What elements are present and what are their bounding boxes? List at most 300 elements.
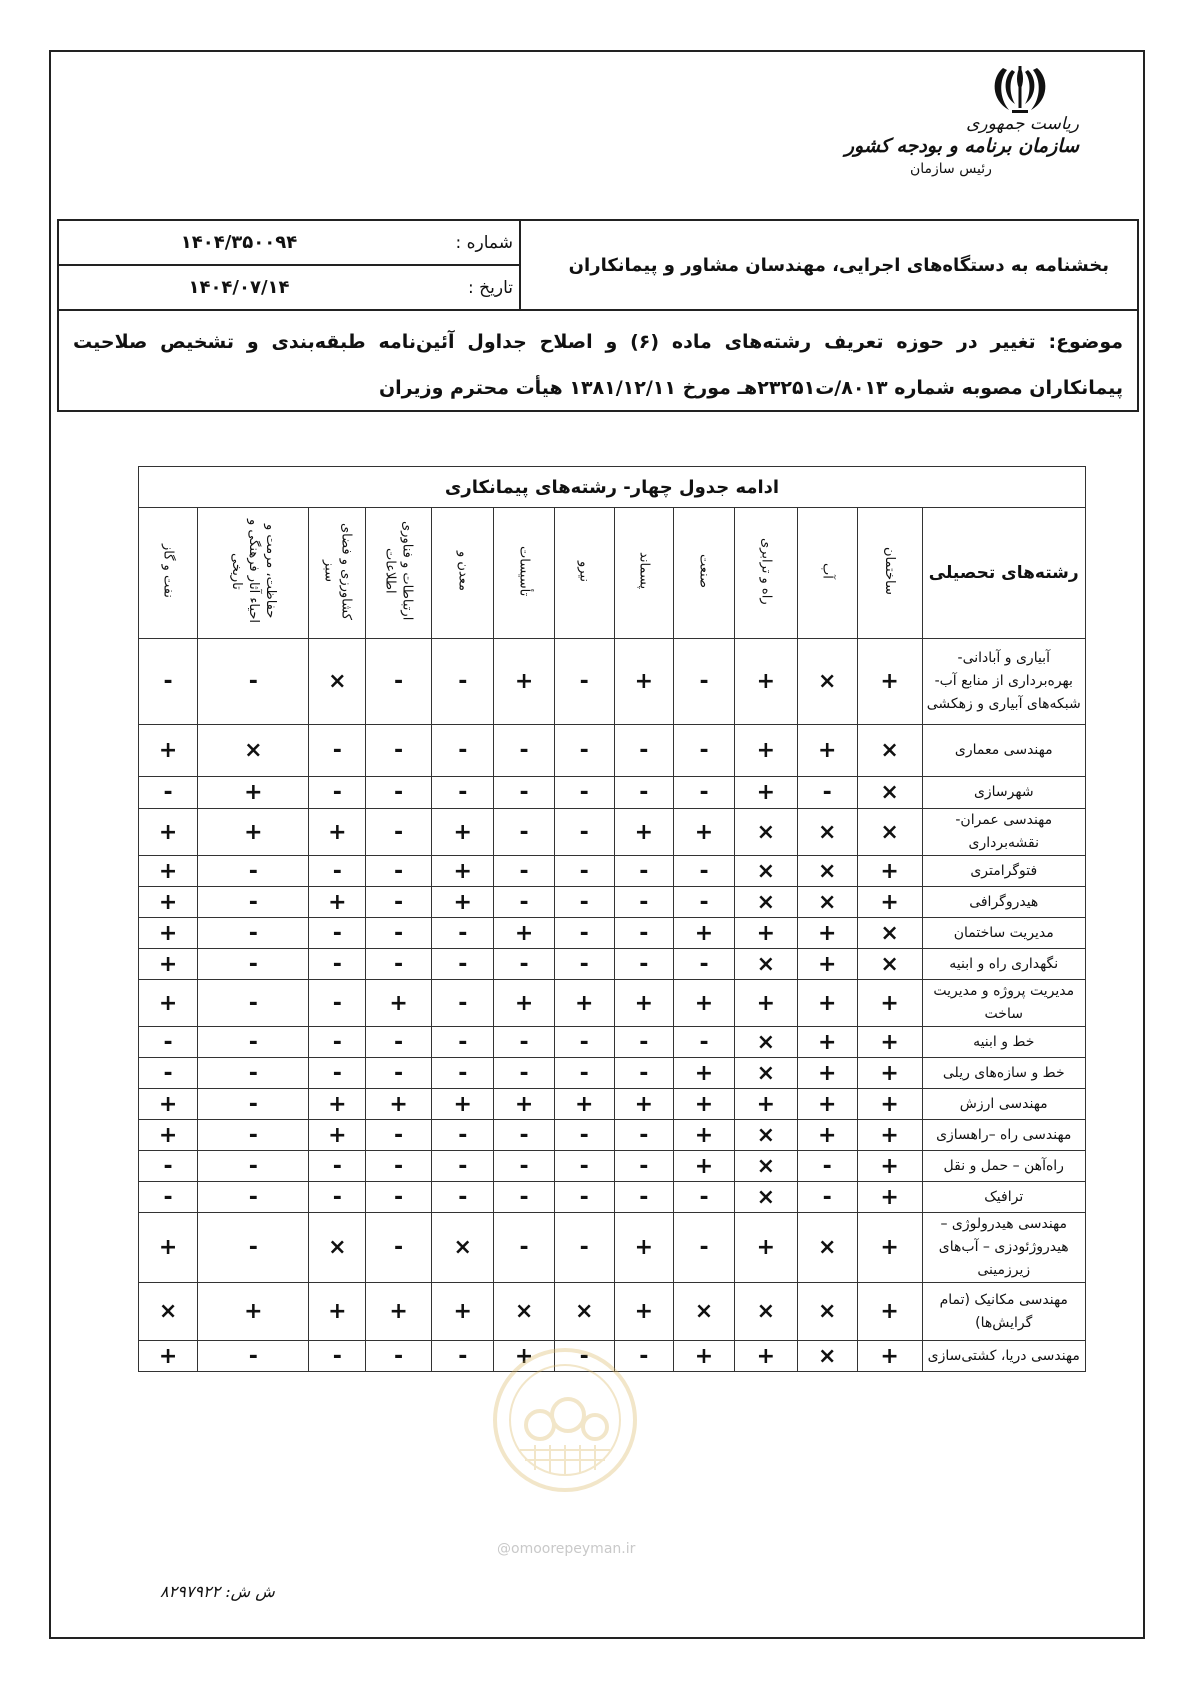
qualification-mark: +: [139, 1089, 198, 1120]
qualification-mark: +: [735, 1341, 797, 1372]
discipline-cell: [922, 809, 1086, 856]
org-line-head: رئیس سازمان: [909, 161, 992, 177]
qualification-mark: -: [614, 1058, 673, 1089]
discipline-name: نگهداری راه و ابنیه: [949, 955, 1059, 972]
table-row: [139, 856, 1086, 887]
number-row: [59, 221, 519, 266]
qualification-mark: -: [366, 949, 432, 980]
qualification-mark: +: [797, 1120, 857, 1151]
discipline-name: راه‌آهن – حمل و نقل: [943, 1157, 1064, 1174]
qualification-mark: +: [797, 1027, 857, 1058]
discipline-name: مدیریت ساختمان: [953, 924, 1054, 941]
discipline-name: هیدروگرافی: [969, 893, 1039, 910]
qualification-mark: -: [554, 639, 614, 725]
qualification-mark: -: [614, 777, 673, 809]
qualification-mark: +: [857, 1213, 922, 1283]
qualification-mark: +: [432, 887, 494, 918]
qualification-mark: -: [797, 777, 857, 809]
qualification-mark: -: [366, 1341, 432, 1372]
qualification-mark: -: [366, 809, 432, 856]
qualification-mark: -: [139, 1058, 198, 1089]
qualification-mark: -: [309, 1151, 366, 1182]
qualification-mark: -: [614, 1120, 673, 1151]
discipline-cell: [922, 1341, 1086, 1372]
discipline-name: بهره‌برداری از منابع آب-: [934, 673, 1073, 689]
contracting-fields-table: [138, 466, 1086, 1372]
discipline-cell: [922, 949, 1086, 980]
qualification-mark: +: [494, 639, 554, 725]
column-header-label: صنعت: [696, 554, 712, 588]
qualification-mark: +: [309, 1089, 366, 1120]
column-header: [797, 508, 857, 639]
discipline-name: ترافیک: [984, 1188, 1024, 1205]
qualification-mark: -: [554, 949, 614, 980]
table-row: [139, 980, 1086, 1027]
discipline-cell: [922, 1058, 1086, 1089]
qualification-mark: +: [614, 1213, 673, 1283]
qualification-mark: +: [366, 1089, 432, 1120]
discipline-name: مهندسی راه –راهسازی: [936, 1126, 1072, 1143]
qualification-mark: ×: [797, 887, 857, 918]
qualification-mark: -: [432, 1341, 494, 1372]
qualification-mark: -: [198, 1089, 309, 1120]
column-header: [139, 508, 198, 639]
discipline-name: مهندسی مکانیک (تمام گرایش‌ها): [939, 1291, 1068, 1331]
qualification-mark: +: [432, 1089, 494, 1120]
qualification-mark: ×: [735, 887, 797, 918]
qualification-mark: -: [366, 725, 432, 777]
column-header: [198, 508, 309, 639]
qualification-mark: -: [139, 1027, 198, 1058]
number-value: ۱۴۰۴/۳۵۰۰۹۴: [180, 232, 298, 253]
circular-text: بخشنامه به دستگاه‌های اجرایی، مهندسان مشاور و پیمانکاران: [568, 254, 1109, 276]
column-header: [673, 508, 734, 639]
discipline-name: مهندسی ارزش: [959, 1095, 1048, 1112]
qualification-mark: ×: [735, 1058, 797, 1089]
qualification-mark: +: [857, 1151, 922, 1182]
letter-header: [57, 219, 1139, 412]
discipline-cell: [922, 856, 1086, 887]
column-header-label: نفت و گاز: [160, 544, 176, 598]
qualification-mark: -: [673, 887, 734, 918]
qualification-mark: -: [366, 1182, 432, 1213]
qualification-mark: -: [198, 1151, 309, 1182]
qualification-mark: ×: [735, 1120, 797, 1151]
discipline-name: مدیریت پروژه و مدیریت ساخت: [933, 983, 1075, 1022]
qualification-mark: ×: [857, 949, 922, 980]
qualification-mark: -: [309, 1341, 366, 1372]
table-row: [139, 1027, 1086, 1058]
date-value: ۱۴۰۴/۰۷/۱۴: [188, 277, 290, 298]
qualification-mark: -: [494, 1058, 554, 1089]
qualification-mark: +: [198, 809, 309, 856]
discipline-cell: [922, 918, 1086, 949]
qualification-mark: -: [366, 1058, 432, 1089]
table-row: [139, 639, 1086, 725]
qualification-mark: +: [494, 1341, 554, 1372]
qualification-mark: +: [139, 887, 198, 918]
discipline-name: خط و سازه‌های ریلی: [942, 1064, 1065, 1081]
qualification-mark: -: [554, 1058, 614, 1089]
qualification-mark: ×: [797, 639, 857, 725]
qualification-mark: -: [366, 918, 432, 949]
qualification-mark: +: [139, 949, 198, 980]
table-row: [139, 777, 1086, 809]
column-header: [857, 508, 922, 639]
qualification-mark: ×: [139, 1283, 198, 1341]
qualification-mark: -: [554, 1182, 614, 1213]
qualification-mark: +: [673, 1341, 734, 1372]
qualification-mark: -: [494, 1151, 554, 1182]
discipline-name: شبکه‌های آبیاری و زهکشی: [926, 696, 1081, 712]
qualification-mark: ×: [735, 949, 797, 980]
column-header: [309, 508, 366, 639]
discipline-name: فتوگرامتری: [970, 862, 1038, 879]
qualification-mark: -: [198, 1058, 309, 1089]
column-header-label: حفاظت، مرمت و احیاء آثار فرهنگی و تاریخی: [228, 519, 278, 623]
qualification-mark: +: [139, 980, 198, 1027]
qualification-mark: ×: [735, 1027, 797, 1058]
qualification-mark: -: [614, 887, 673, 918]
discipline-name: خط و ابنیه: [973, 1033, 1035, 1050]
qualification-mark: +: [797, 725, 857, 777]
qualification-mark: +: [797, 949, 857, 980]
footer-serial: ش ش: ۸۲۹۷۹۲۲: [160, 1582, 275, 1601]
qualification-mark: +: [494, 1089, 554, 1120]
table-row: [139, 1283, 1086, 1341]
subject-text: موضوع: تغییر در حوزه تعریف رشته‌های ماده (۶) و اصلاح جداول آئین‌نامه طبقه‌بندی و تشخیص صلاحیت پیمانکاران مصوبه شماره ۸۰۱۳/ت۲۳۲۵۱هـ مورخ ۱۳۸۱/۱۲/۱۱ هیأت محترم وزیران: [73, 331, 1123, 399]
table-row: [139, 1089, 1086, 1120]
qualification-mark: -: [139, 1151, 198, 1182]
qualification-mark: +: [494, 918, 554, 949]
qualification-mark: -: [673, 725, 734, 777]
qualification-mark: ×: [309, 639, 366, 725]
table-row: [139, 1151, 1086, 1182]
qualification-mark: -: [198, 1213, 309, 1283]
qualification-mark: +: [198, 1283, 309, 1341]
qualification-mark: +: [432, 856, 494, 887]
qualification-mark: ×: [735, 1151, 797, 1182]
discipline-cell: [922, 639, 1086, 725]
qualification-mark: -: [554, 1151, 614, 1182]
letter-meta: [59, 221, 519, 309]
qualification-mark: -: [673, 856, 734, 887]
qualification-mark: -: [198, 980, 309, 1027]
qualification-mark: -: [139, 1182, 198, 1213]
header-top-row: [59, 221, 1137, 311]
qualification-mark: +: [614, 980, 673, 1027]
watermark-site: @omoorepeyman.ir: [497, 1541, 636, 1557]
qualification-mark: -: [797, 1151, 857, 1182]
qualification-mark: -: [432, 1182, 494, 1213]
org-line-presidency: ریاست جمهوری: [966, 114, 1079, 134]
qualification-mark: ×: [797, 1283, 857, 1341]
qualification-mark: ×: [198, 725, 309, 777]
qualification-mark: -: [198, 949, 309, 980]
qualification-mark: -: [198, 1027, 309, 1058]
qualification-mark: +: [309, 887, 366, 918]
qualification-mark: +: [797, 918, 857, 949]
qualification-mark: -: [309, 1182, 366, 1213]
qualification-mark: +: [857, 1120, 922, 1151]
discipline-name: مهندسی عمران- نقشه‌برداری: [955, 812, 1053, 851]
qualification-mark: -: [198, 639, 309, 725]
qualification-mark: +: [139, 856, 198, 887]
circular-recipients: [519, 221, 1137, 309]
qualification-mark: ×: [857, 918, 922, 949]
qualification-mark: +: [198, 777, 309, 809]
qualification-mark: +: [554, 980, 614, 1027]
qualification-mark: +: [673, 980, 734, 1027]
qualification-mark: -: [614, 1182, 673, 1213]
qualification-mark: -: [309, 949, 366, 980]
qualification-mark: +: [494, 980, 554, 1027]
qualification-mark: -: [309, 1027, 366, 1058]
qualification-mark: +: [673, 918, 734, 949]
qualification-mark: +: [432, 809, 494, 856]
qualification-mark: +: [673, 1151, 734, 1182]
qualification-mark: -: [614, 1341, 673, 1372]
qualification-mark: -: [432, 777, 494, 809]
qualification-mark: -: [198, 856, 309, 887]
qualification-mark: ×: [857, 777, 922, 809]
table-row: [139, 809, 1086, 856]
qualification-mark: -: [494, 725, 554, 777]
qualification-mark: +: [309, 1283, 366, 1341]
qualification-mark: ×: [735, 809, 797, 856]
qualification-mark: -: [432, 980, 494, 1027]
column-header-label: راه و ترابری: [758, 537, 774, 605]
qualification-mark: -: [494, 1120, 554, 1151]
qualification-mark: +: [857, 1027, 922, 1058]
qualification-mark: -: [309, 918, 366, 949]
qualification-mark: ×: [797, 1341, 857, 1372]
qualification-mark: ×: [309, 1213, 366, 1283]
qualification-mark: +: [614, 1089, 673, 1120]
qualification-mark: -: [554, 1213, 614, 1283]
number-label: شماره :: [455, 232, 513, 253]
table-row: [139, 1182, 1086, 1213]
qualification-mark: ×: [735, 856, 797, 887]
qualification-mark: +: [735, 639, 797, 725]
qualification-mark: -: [139, 777, 198, 809]
discipline-cell: [922, 1151, 1086, 1182]
qualification-mark: -: [673, 1213, 734, 1283]
column-header-label: تأسیسات: [516, 545, 532, 597]
qualification-mark: -: [554, 809, 614, 856]
discipline-cell: [922, 1283, 1086, 1341]
qualification-mark: ×: [797, 1213, 857, 1283]
qualification-mark: ×: [857, 725, 922, 777]
qualification-mark: +: [673, 809, 734, 856]
qualification-mark: -: [366, 1027, 432, 1058]
qualification-mark: -: [614, 725, 673, 777]
column-header: [554, 508, 614, 639]
qualification-mark: +: [735, 1213, 797, 1283]
qualification-mark: -: [432, 1027, 494, 1058]
qualification-mark: -: [554, 1027, 614, 1058]
qualification-mark: -: [494, 777, 554, 809]
qualification-mark: -: [673, 1027, 734, 1058]
qualification-mark: -: [614, 1027, 673, 1058]
qualification-mark: +: [432, 1283, 494, 1341]
qualification-mark: -: [554, 918, 614, 949]
qualification-mark: -: [432, 1151, 494, 1182]
qualification-mark: -: [139, 639, 198, 725]
qualification-mark: -: [366, 887, 432, 918]
discipline-name: آبیاری و آبادانی-: [957, 650, 1050, 666]
discipline-cell: [922, 725, 1086, 777]
discipline-name: مهندسی هیدرولوژی –: [940, 1216, 1068, 1232]
qualification-mark: +: [735, 725, 797, 777]
column-header-label: نیرو: [576, 560, 592, 582]
qualification-mark: +: [857, 980, 922, 1027]
qualification-mark: -: [494, 887, 554, 918]
qualification-mark: ×: [432, 1213, 494, 1283]
qualification-mark: +: [309, 1120, 366, 1151]
contracting-fields-table-wrapper: [138, 466, 1086, 1372]
org-block: [845, 114, 1079, 180]
qualification-mark: +: [614, 1283, 673, 1341]
qualification-mark: -: [494, 1182, 554, 1213]
qualification-mark: +: [309, 809, 366, 856]
qualification-mark: +: [366, 1283, 432, 1341]
qualification-mark: +: [857, 887, 922, 918]
column-header-label: ارتباطات و فناوری اطلاعات: [382, 521, 415, 621]
discipline-cell: [922, 1027, 1086, 1058]
qualification-mark: -: [309, 725, 366, 777]
qualification-mark: +: [139, 1120, 198, 1151]
column-header-label: آب: [819, 563, 835, 579]
qualification-mark: -: [494, 1027, 554, 1058]
qualification-mark: +: [673, 1089, 734, 1120]
qualification-mark: -: [309, 1058, 366, 1089]
qualification-mark: -: [198, 887, 309, 918]
qualification-mark: -: [797, 1182, 857, 1213]
org-line-organization: سازمان برنامه و بودجه کشور: [844, 135, 1079, 157]
table-row: [139, 1058, 1086, 1089]
qualification-mark: +: [797, 1058, 857, 1089]
qualification-mark: +: [139, 1341, 198, 1372]
date-label: تاریخ :: [468, 277, 513, 298]
qualification-mark: -: [554, 725, 614, 777]
table-row: [139, 949, 1086, 980]
qualification-mark: -: [673, 1182, 734, 1213]
qualification-mark: +: [366, 980, 432, 1027]
qualification-mark: +: [735, 1089, 797, 1120]
qualification-mark: -: [494, 1213, 554, 1283]
table-row: [139, 918, 1086, 949]
discipline-name: مهندسی معماری: [954, 742, 1053, 758]
qualification-mark: -: [432, 1058, 494, 1089]
discipline-name: شهرسازی: [973, 784, 1034, 800]
qualification-mark: ×: [554, 1283, 614, 1341]
qualification-mark: +: [797, 1089, 857, 1120]
column-header-label: ساختمان: [882, 547, 898, 595]
qualification-mark: +: [857, 1283, 922, 1341]
qualification-mark: -: [432, 639, 494, 725]
qualification-mark: ×: [735, 1283, 797, 1341]
discipline-cell: [922, 887, 1086, 918]
date-row: [59, 266, 519, 309]
qualification-mark: ×: [494, 1283, 554, 1341]
column-header: [614, 508, 673, 639]
table-row: [139, 725, 1086, 777]
qualification-mark: -: [554, 887, 614, 918]
qualification-mark: +: [614, 639, 673, 725]
iran-emblem-icon: [985, 60, 1055, 120]
column-header: [735, 508, 797, 639]
qualification-mark: -: [494, 856, 554, 887]
qualification-mark: +: [735, 777, 797, 809]
qualification-mark: +: [139, 918, 198, 949]
discipline-cell: [922, 1213, 1086, 1283]
column-header: [494, 508, 554, 639]
column-header: [432, 508, 494, 639]
header-academic-fields: رشته‌های تحصیلی: [922, 508, 1086, 639]
watermark-seal-icon: [490, 1345, 640, 1495]
qualification-mark: +: [857, 1341, 922, 1372]
qualification-mark: -: [198, 1182, 309, 1213]
qualification-mark: ×: [735, 1182, 797, 1213]
qualification-mark: +: [857, 1089, 922, 1120]
qualification-mark: -: [366, 856, 432, 887]
qualification-mark: +: [139, 725, 198, 777]
qualification-mark: -: [366, 1213, 432, 1283]
qualification-mark: -: [494, 809, 554, 856]
column-header: [366, 508, 432, 639]
column-header-label: کشاورزی و فضای سبز: [321, 522, 354, 620]
qualification-mark: -: [432, 949, 494, 980]
qualification-mark: -: [614, 856, 673, 887]
qualification-mark: +: [554, 1089, 614, 1120]
qualification-mark: -: [366, 1120, 432, 1151]
qualification-mark: -: [554, 777, 614, 809]
column-header-label: معدن و: [455, 550, 471, 591]
qualification-mark: -: [554, 1120, 614, 1151]
qualification-mark: +: [673, 1120, 734, 1151]
qualification-mark: +: [857, 639, 922, 725]
qualification-mark: +: [673, 1058, 734, 1089]
qualification-mark: ×: [673, 1283, 734, 1341]
qualification-mark: -: [309, 980, 366, 1027]
qualification-mark: -: [198, 1341, 309, 1372]
qualification-mark: -: [554, 856, 614, 887]
qualification-mark: +: [139, 809, 198, 856]
qualification-mark: -: [432, 1120, 494, 1151]
qualification-mark: -: [673, 949, 734, 980]
qualification-mark: -: [198, 918, 309, 949]
column-header-label: پسماند: [636, 552, 652, 590]
qualification-mark: -: [309, 856, 366, 887]
discipline-cell: [922, 1089, 1086, 1120]
qualification-mark: ×: [797, 809, 857, 856]
qualification-mark: -: [614, 949, 673, 980]
qualification-mark: -: [432, 725, 494, 777]
qualification-mark: -: [366, 1151, 432, 1182]
qualification-mark: -: [494, 949, 554, 980]
qualification-mark: -: [432, 918, 494, 949]
qualification-mark: -: [198, 1120, 309, 1151]
table-title: ادامه جدول چهار- رشته‌های پیمانکاری: [139, 467, 1086, 508]
qualification-mark: -: [366, 639, 432, 725]
qualification-mark: -: [366, 777, 432, 809]
qualification-mark: +: [857, 1182, 922, 1213]
discipline-cell: [922, 980, 1086, 1027]
table-row: [139, 1120, 1086, 1151]
discipline-cell: [922, 1120, 1086, 1151]
qualification-mark: -: [614, 1151, 673, 1182]
